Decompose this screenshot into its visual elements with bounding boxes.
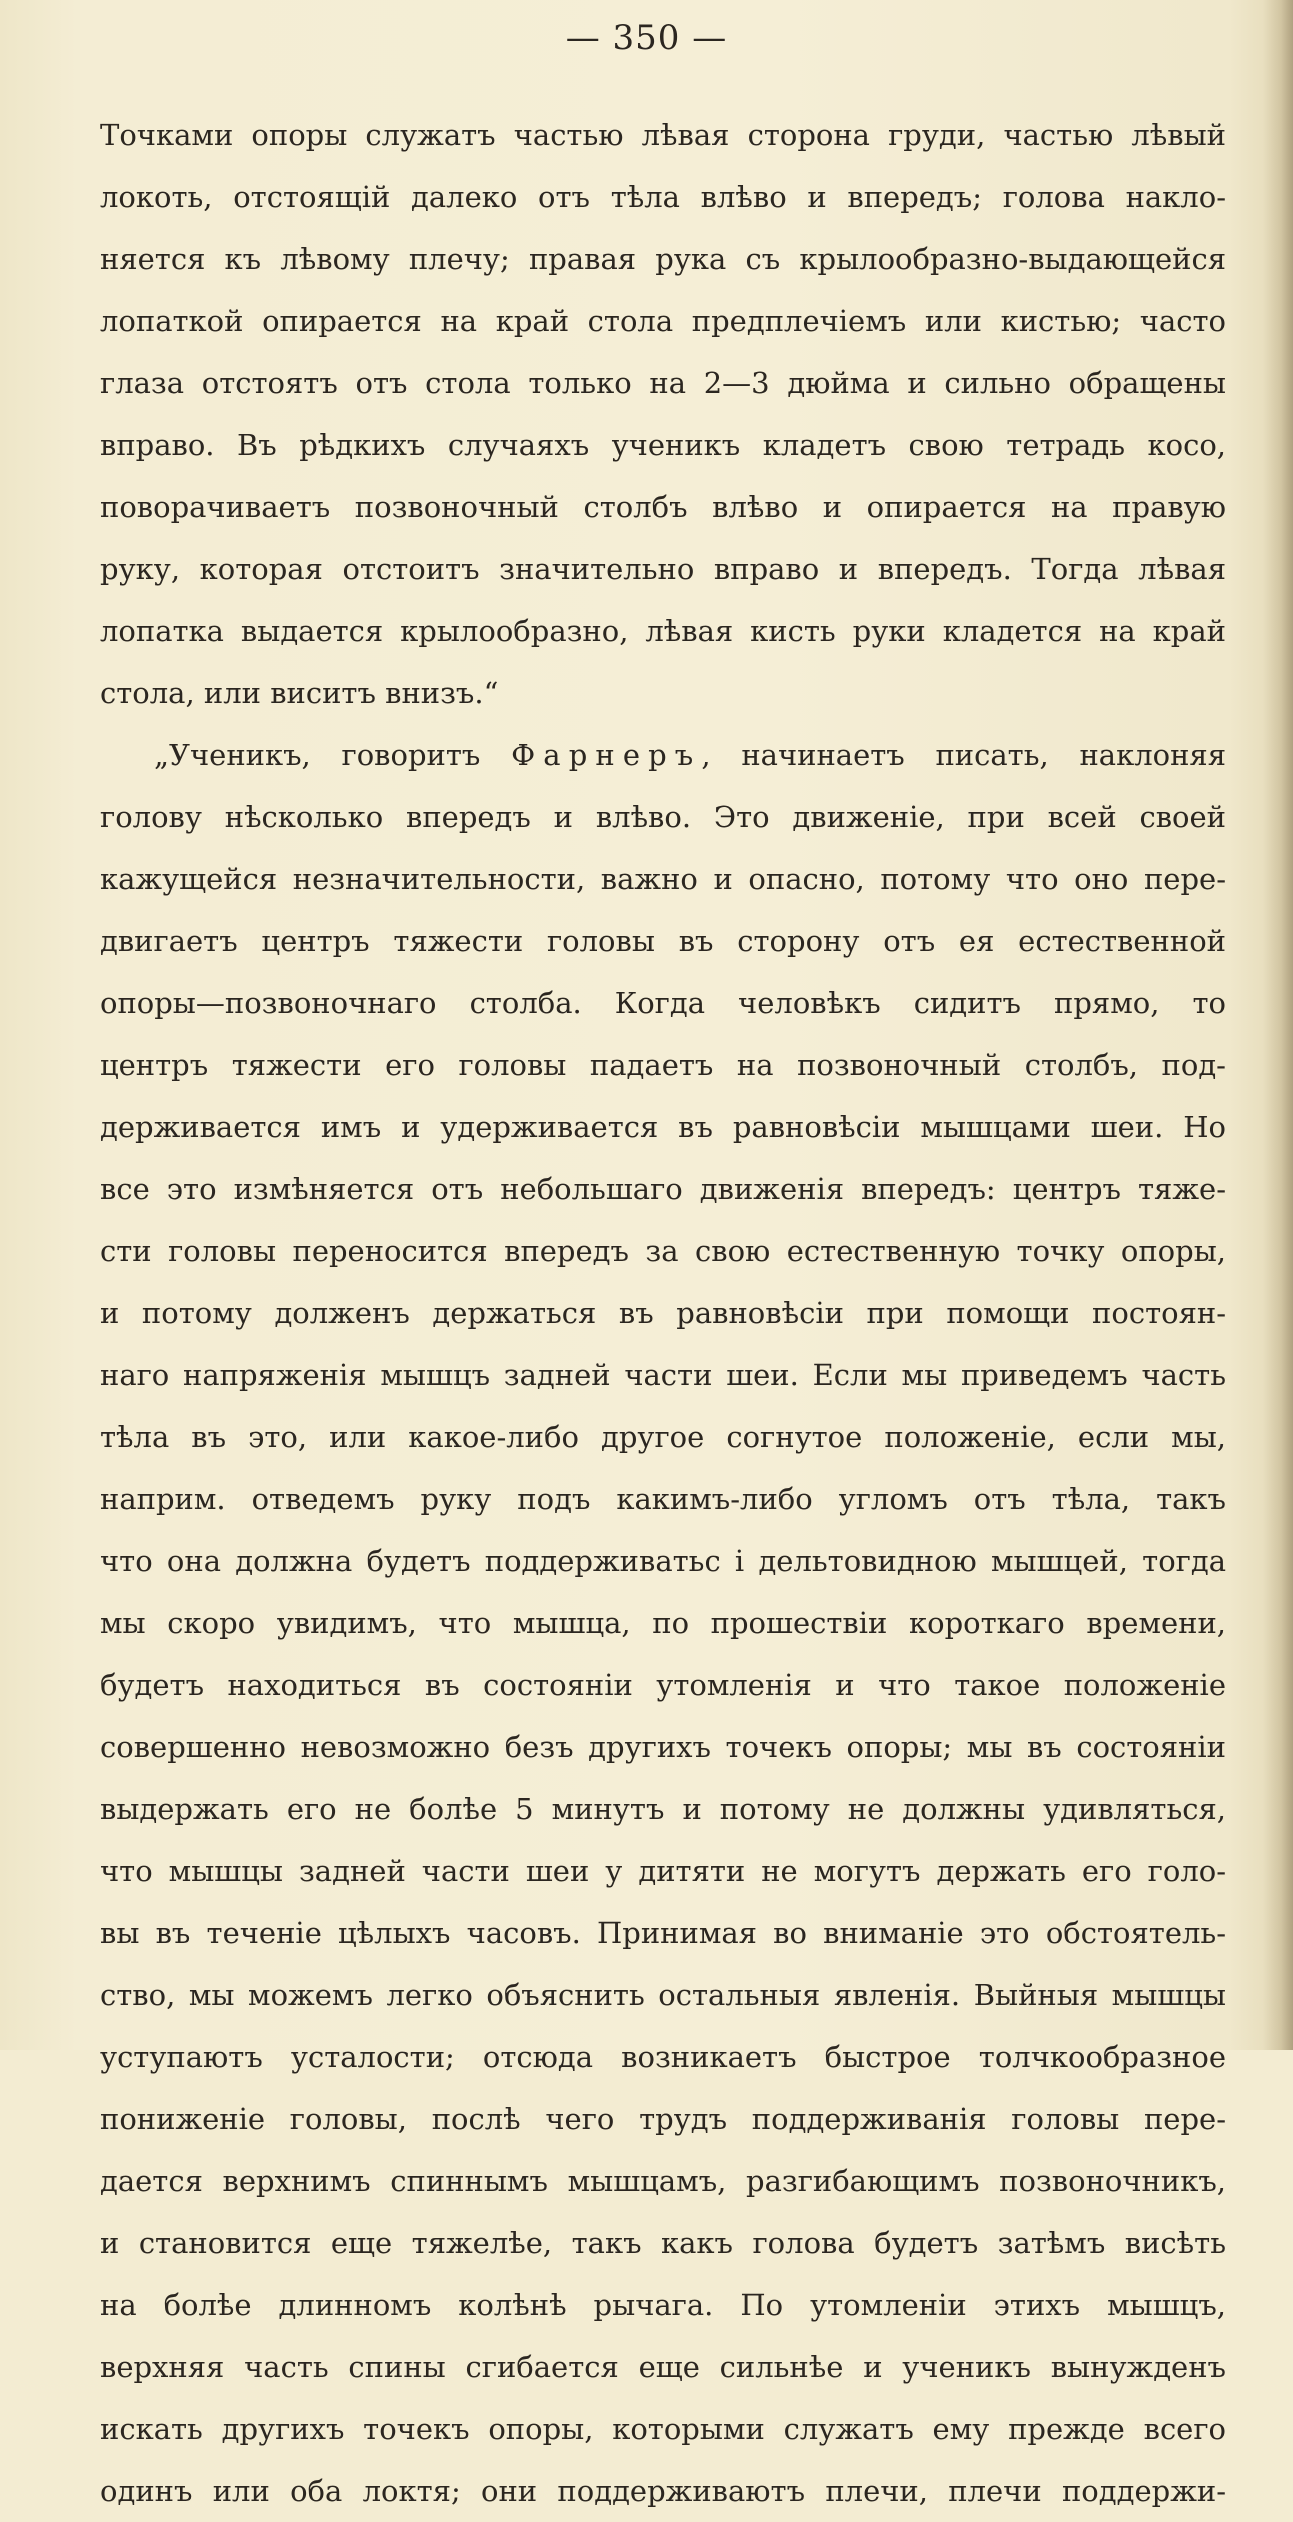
page-text: [100, 104, 1226, 2522]
text-line: локоть, отстоящiй далеко отъ тѣла влѣво и впередъ; голова накло-: [100, 180, 1226, 214]
text-line: одинъ или оба локтя; они поддерживаютъ плечи, плечи поддержи-: [100, 2474, 1226, 2508]
text-line-paragraph-start: [100, 724, 1226, 786]
text-line: няется къ лѣвому плечу; правая рука съ крылообразно-выдающейся: [100, 242, 1226, 276]
text-line: ство, мы можемъ легко объяснить остальныя явленiя. Выйныя мышцы: [100, 1978, 1226, 2012]
text-line: сти головы переносится впередъ за свою естественную точку опоры,: [100, 1234, 1226, 1268]
text-line: и становится еще тяжелѣе, такъ какъ голова будетъ затѣмъ висѣть: [100, 2226, 1226, 2260]
text-line: глаза отстоятъ отъ стола только на 2—3 дюйма и сильно обращены: [100, 366, 1226, 400]
text-line: держивается имъ и удерживается въ равновѣсiи мышцами шеи. Но: [100, 1110, 1226, 1144]
text-line: вы въ теченiе цѣлыхъ часовъ. Принимая во вниманiе это обстоятель-: [100, 1916, 1226, 1950]
text-line: на болѣе длинномъ колѣнѣ рычага. По утомленiи этихъ мышцъ,: [100, 2288, 1226, 2322]
text-line: руку, которая отстоитъ значительно вправо и впередъ. Тогда лѣвая: [100, 552, 1226, 586]
text-line: совершенно невозможно безъ другихъ точекъ опоры; мы въ состоянiи: [100, 1730, 1226, 1764]
text-line: лопаткой опирается на край стола предплечiемъ или кистью; часто: [100, 304, 1226, 338]
text-line: наго напряженiя мышцъ задней части шеи. Если мы приведемъ часть: [100, 1358, 1226, 1392]
text-line: кажущейся незначительности, важно и опасно, потому что оно пере-: [100, 862, 1226, 896]
text-line: и потому долженъ держаться въ равновѣсiи при помощи постоян-: [100, 1296, 1226, 1330]
text-line: голову нѣсколько впередъ и влѣво. Это движенiе, при всей своей: [100, 800, 1226, 834]
text-line: все это измѣняется отъ небольшаго движенiя впередъ: центръ тяже-: [100, 1172, 1226, 1206]
text-line: искать другихъ точекъ опоры, которыми служатъ ему прежде всего: [100, 2412, 1226, 2446]
text-line: Точками опоры служатъ частью лѣвая сторона груди, частью лѣвый: [100, 118, 1226, 152]
text-line: что она должна будетъ поддерживатьс і дельтовидною мышцей, тогда: [100, 1544, 1226, 1578]
text-line: лопатка выдается крылообразно, лѣвая кисть руки кладется на край: [100, 614, 1226, 648]
text-line: стола, или виситъ внизъ.“: [100, 676, 499, 710]
page-number: — 350 —: [565, 18, 728, 58]
text-line: опоры—позвоночнаго столба. Когда человѣкъ сидитъ прямо, то: [100, 986, 1226, 1020]
text-line: дается верхнимъ спиннымъ мышцамъ, разгибающимъ позвоночникъ,: [100, 2164, 1226, 2198]
text-line: выдержать его не болѣе 5 минутъ и потому не должны удивляться,: [100, 1792, 1226, 1826]
page-edge-shadow: [1263, 0, 1293, 2050]
author-name-spaced: Фарнеръ: [511, 738, 702, 772]
text-line: что мышцы задней части шеи у дитяти не могутъ держать его голо-: [100, 1854, 1226, 1888]
text-line: центръ тяжести его головы падаетъ на позвоночный столбъ, под-: [100, 1048, 1226, 1082]
text-fragment: „Ученикъ, говоритъ: [154, 738, 512, 772]
text-line: тѣла въ это, или какое-либо другое согнутое положенiе, если мы,: [100, 1420, 1226, 1454]
text-line: поворачиваетъ позвоночный столбъ влѣво и опирается на правую: [100, 490, 1226, 524]
text-line: двигаетъ центръ тяжести головы въ сторону отъ ея естественной: [100, 924, 1226, 958]
text-fragment: , начинаетъ писать, наклоняя: [701, 738, 1226, 772]
text-line: уступаютъ усталости; отсюда возникаетъ быстрое толчкообразное: [100, 2040, 1226, 2074]
text-line: пониженiе головы, послѣ чего трудъ поддерживанiя головы пере-: [100, 2102, 1226, 2136]
text-line: вправо. Въ рѣдкихъ случаяхъ ученикъ кладетъ свою тетрадь косо,: [100, 428, 1226, 462]
text-line: наприм. отведемъ руку подъ какимъ-либо угломъ отъ тѣла, такъ: [100, 1482, 1226, 1516]
text-line: мы скоро увидимъ, что мышца, по прошествiи короткаго времени,: [100, 1606, 1226, 1640]
text-line: будетъ находиться въ состоянiи утомленiя и что такое положенiе: [100, 1668, 1226, 1702]
text-line: верхняя часть спины сгибается еще сильнѣе и ученикъ вынужденъ: [100, 2350, 1226, 2384]
